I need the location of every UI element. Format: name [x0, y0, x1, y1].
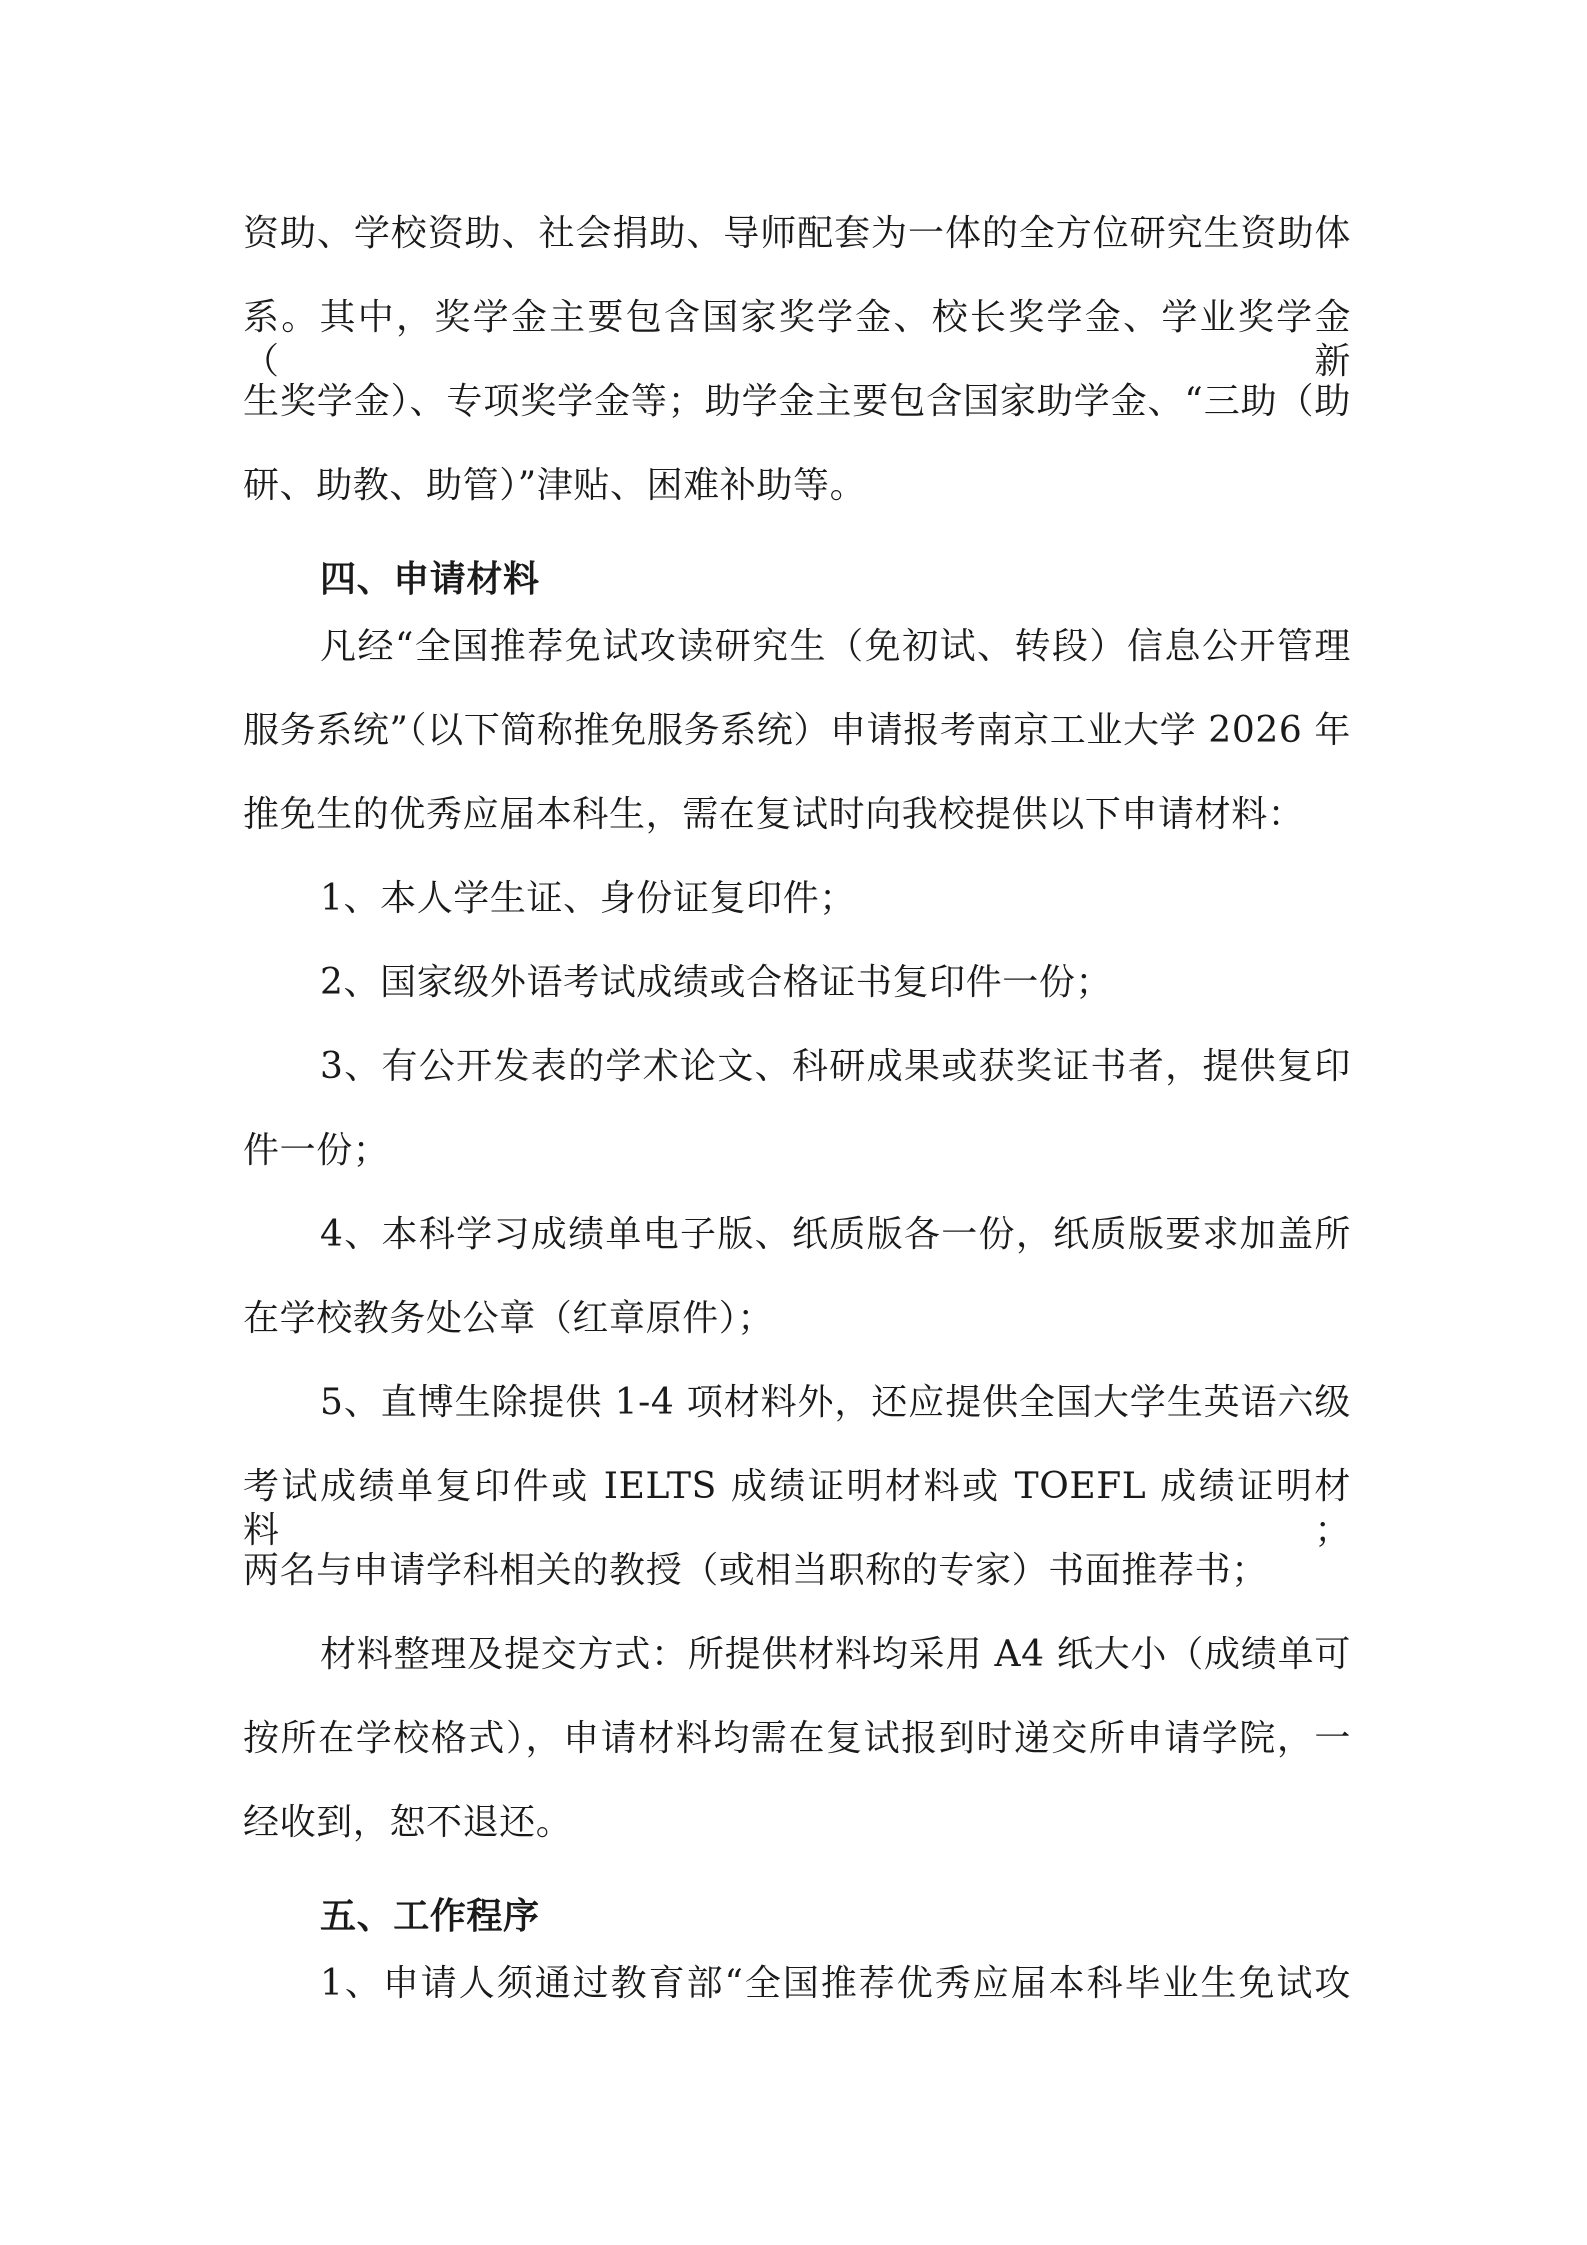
intro-line-4: 研、助教、助管）”津贴、困难补助等。: [243, 465, 867, 506]
intro-line-2: 系。其中，奖学金主要包含国家奖学金、校长奖学金、学业奖学金（新: [243, 297, 1351, 382]
material-item-1: 1、本人学生证、身份证复印件；: [320, 878, 856, 919]
material-item-5-line-3: 两名与申请学科相关的教授（或相当职称的专家）书面推荐书；: [243, 1550, 1268, 1591]
material-item-3-line-2: 件一份；: [243, 1130, 390, 1171]
material-item-2: 2、国家级外语考试成绩或合格证书复印件一份；: [320, 962, 1113, 1003]
section-heading-application-materials: 四、申请材料: [320, 558, 540, 600]
material-item-4-line-2: 在学校教务处公章（红章原件）；: [243, 1298, 775, 1339]
materials-submission-line-3: 经收到，恕不退还。: [243, 1802, 573, 1843]
section-heading-work-procedure: 五、工作程序: [320, 1895, 540, 1937]
intro-line-1: 资助、学校资助、社会捐助、导师配套为一体的全方位研究生资助体: [243, 213, 1351, 254]
material-item-5-line-2: 考试成绩单复印件或 IELTS 成绩证明材料或 TOEFL 成绩证明材料；: [243, 1466, 1351, 1551]
intro-line-3: 生奖学金）、专项奖学金等；助学金主要包含国家助学金、“三助（助: [243, 381, 1351, 422]
section4-paragraph-line-2: 服务系统”（以下简称推免服务系统）申请报考南京工业大学 2026 年: [243, 710, 1351, 751]
materials-submission-line-2: 按所在学校格式），申请材料均需在复试报到时递交所申请学院，一: [243, 1718, 1351, 1759]
section4-paragraph-line-3: 推免生的优秀应届本科生，需在复试时向我校提供以下申请材料：: [243, 794, 1305, 835]
material-item-3-line-1: 3、有公开发表的学术论文、科研成果或获奖证书者，提供复印: [320, 1046, 1351, 1087]
materials-submission-line-1: 材料整理及提交方式：所提供材料均采用 A4 纸大小（成绩单可: [320, 1634, 1351, 1675]
section4-paragraph-line-1: 凡经“全国推荐免试攻读研究生（免初试、转段）信息公开管理: [320, 626, 1351, 667]
procedure-item-1: 1、申请人须通过教育部“全国推荐优秀应届本科毕业生免试攻: [320, 1963, 1351, 2004]
material-item-5-line-1: 5、直博生除提供 1-4 项材料外，还应提供全国大学生英语六级: [320, 1382, 1351, 1423]
material-item-4-line-1: 4、本科学习成绩单电子版、纸质版各一份，纸质版要求加盖所: [320, 1214, 1351, 1255]
